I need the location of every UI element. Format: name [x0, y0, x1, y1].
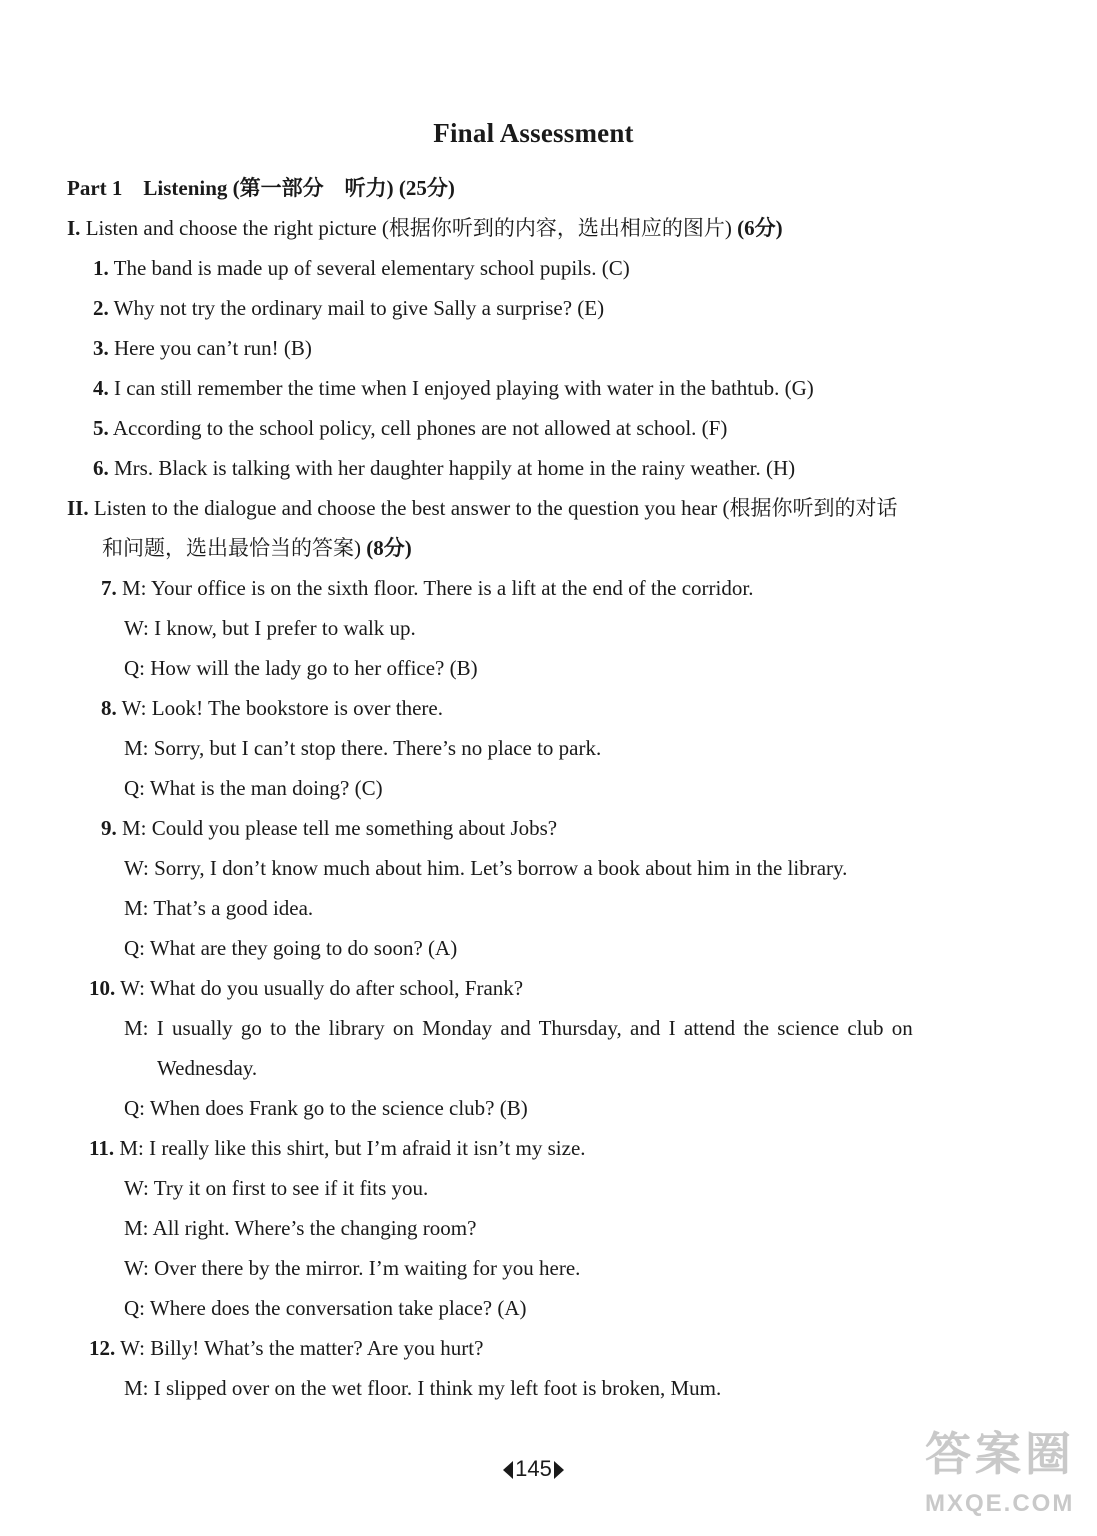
item-number: 6.: [93, 456, 109, 480]
section1-heading: [67, 214, 783, 242]
item-number: 11.: [89, 1136, 115, 1160]
item-text: Mrs. Black is talking with her daughter happily at home in the rainy weather. (H): [114, 456, 796, 480]
dialogue-text: W: Billy! What’s the matter? Are you hurt?: [120, 1336, 484, 1360]
list-item: [93, 454, 795, 482]
section2-instruction-cont: 和问题，选出最恰当的答案): [102, 536, 361, 560]
dialogue-text: M: I really like this shirt, but I’m afraid it isn’t my size.: [119, 1136, 586, 1160]
part1-heading: [67, 174, 455, 202]
section2-instruction: Listen to the dialogue and choose the best answer to the question you hear (根据你听到的对话: [93, 496, 898, 520]
dialogue-line: M: All right. Where’s the changing room?: [124, 1216, 477, 1240]
dialogue-line: [89, 1334, 483, 1362]
watermark-url: MXQE.COM: [925, 1490, 1075, 1517]
item-number: 2.: [93, 296, 109, 320]
list-item: [93, 374, 814, 402]
dialogue-line: M: That’s a good idea.: [124, 896, 314, 920]
list-item: [93, 254, 630, 282]
list-item: [93, 414, 727, 442]
item-text: According to the school policy, cell phones are not allowed at school. (F): [112, 416, 728, 440]
dialogue-line: M: Sorry, but I can’t stop there. There’s no place to park.: [124, 736, 602, 760]
item-number: 4.: [93, 376, 109, 400]
section2-score: (8分): [366, 536, 412, 560]
left-triangle-icon: [503, 1461, 513, 1479]
dialogue-line: M: I slipped over on the wet floor. I think my left foot is broken, Mum.: [124, 1376, 722, 1400]
item-number: 10.: [89, 976, 116, 1000]
dialogue-line: W: I know, but I prefer to walk up.: [124, 616, 416, 640]
dialogue-text: W: What do you usually do after school, Frank?: [120, 976, 524, 1000]
dialogue-text: W: Look! The bookstore is over there.: [121, 696, 443, 720]
section1-instruction: Listen and choose the right picture (根据你听到的内容，选出相应的图片): [85, 216, 732, 240]
part1-title: Listening (第一部分 听力) (25分): [143, 176, 455, 200]
item-number: 7.: [101, 576, 117, 600]
section1-score: (6分): [737, 216, 783, 240]
dialogue-line: [101, 574, 753, 602]
item-number: 8.: [101, 696, 117, 720]
watermark-text: 答案圈: [925, 1428, 1075, 1480]
dialogue-text: M: Your office is on the sixth floor. There is a lift at the end of the corridor.: [122, 576, 754, 600]
dialogue-line: [89, 1134, 586, 1162]
section1-number: I.: [67, 216, 81, 240]
dialogue-line: [101, 694, 443, 722]
item-text: Here you can’t run! (B): [114, 336, 312, 360]
section2-number: II.: [67, 496, 89, 520]
item-number: 12.: [89, 1336, 116, 1360]
dialogue-line: W: Try it on first to see if it fits you.: [124, 1176, 429, 1200]
dialogue-line: [89, 974, 523, 1002]
section2-heading-cont: [102, 534, 412, 562]
page-number-text: 145: [515, 1456, 552, 1481]
right-triangle-icon: [554, 1461, 564, 1479]
dialogue-line: W: Over there by the mirror. I’m waiting for you here.: [124, 1256, 581, 1280]
dialogue-line: Wednesday.: [157, 1056, 258, 1080]
dialogue-line: Q: How will the lady go to her office? (B): [124, 656, 478, 680]
watermark-logo: [925, 1418, 1093, 1530]
dialogue-line: [101, 814, 557, 842]
dialogue-text: M: Could you please tell me something about Jobs?: [122, 816, 558, 840]
item-number: 1.: [93, 256, 109, 280]
list-item: [93, 334, 312, 362]
dialogue-line: M: I usually go to the library on Monday and Thursday, and I attend the science club on: [124, 1016, 913, 1040]
item-number: 3.: [93, 336, 109, 360]
page-title: Final Assessment: [433, 118, 634, 148]
item-text: The band is made up of several elementary school pupils. (C): [113, 256, 630, 280]
page-number: [0, 1456, 1067, 1482]
item-text: Why not try the ordinary mail to give Sally a surprise? (E): [113, 296, 605, 320]
item-number: 5.: [93, 416, 109, 440]
dialogue-line: Q: What is the man doing? (C): [124, 776, 383, 800]
item-number: 9.: [101, 816, 117, 840]
dialogue-line: Q: When does Frank go to the science club? (B): [124, 1096, 528, 1120]
dialogue-line: Q: What are they going to do soon? (A): [124, 936, 458, 960]
item-text: I can still remember the time when I enjoyed playing with water in the bathtub. (G): [114, 376, 814, 400]
list-item: [93, 294, 604, 322]
section2-heading: [67, 494, 898, 522]
dialogue-line: Q: Where does the conversation take place? (A): [124, 1296, 527, 1320]
dialogue-line: W: Sorry, I don’t know much about him. Let’s borrow a book about him in the library.: [124, 856, 848, 880]
part1-label: Part 1: [67, 176, 123, 200]
